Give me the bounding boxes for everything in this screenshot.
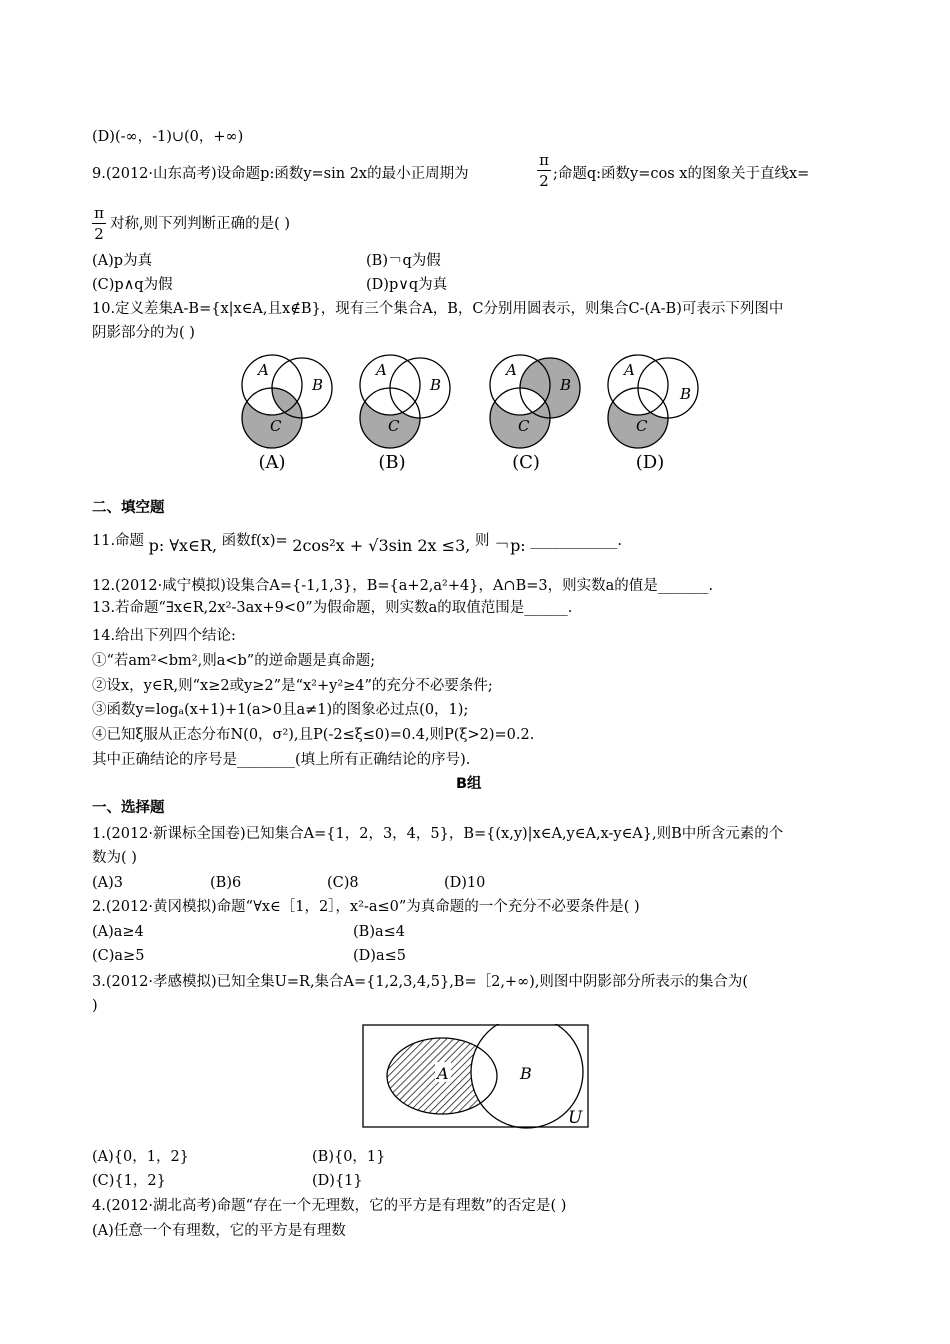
b3-option-d: (D){1}: [312, 1173, 363, 1189]
b4-option-a: (A)任意一个有理数，它的平方是有理数: [92, 1223, 346, 1239]
b1-line2: 数为( ): [92, 850, 137, 866]
b2-option-c: (C)a≥5: [92, 948, 145, 964]
q9-option-a: (A)p为真: [92, 253, 153, 269]
b1-option-b: (B)6: [210, 875, 242, 891]
q13-text: 13.若命题“∃x∈R,2x²-3ax+9<0”为假命题，则实数a的取值范围是______.: [92, 600, 573, 616]
q14-conclusion-1: ①“若am²<bm²,则a<b”的逆命题是真命题;: [92, 653, 376, 669]
b1-line1: 1.(2012·新课标全国卷)已知集合A={1，2，3，4，5}，B={(x,y)|x∈A,y∈A,x-y∈A},则B中所含元素的个: [92, 826, 784, 842]
q14-end: 其中正确结论的序号是________(填上所有正确结论的序号).: [92, 752, 471, 768]
venn-u-label-b: B: [520, 1064, 532, 1083]
venn-diagram-d: [608, 355, 698, 473]
venn-c-label-c: C: [518, 417, 530, 435]
q9-option-c: (C)p∧q为假: [92, 277, 173, 293]
b1-option-d: (D)10: [444, 875, 486, 891]
venn-diagram-b: [360, 355, 450, 473]
b3-option-a: (A){0，1，2}: [92, 1149, 189, 1165]
b2-line1: 2.(2012·黄冈模拟)命题“∀x∈［1，2］，x²-a≤0”为真命题的一个充分不必要条件是( ): [92, 899, 640, 915]
venn-c-label-a: A: [506, 361, 517, 379]
q9-frac2-den: 2: [94, 225, 104, 243]
venn-universal-set-figure: [362, 1024, 592, 1130]
venn-d-label-b: B: [680, 385, 692, 403]
venn-d-label-a: A: [624, 361, 635, 379]
b3-line2: ): [92, 998, 98, 1014]
q11-blank: ____________.: [530, 533, 622, 549]
venn-a-label-c: C: [270, 417, 282, 435]
q9-frac-num: π: [539, 151, 549, 169]
venn-u-label-u: U: [568, 1108, 583, 1128]
b2-option-b: (B)a≤4: [353, 924, 405, 940]
q9-option-d: (D)p∨q为真: [366, 277, 448, 293]
venn-c-label-b: B: [560, 376, 572, 394]
b1-option-c: (C)8: [327, 875, 359, 891]
q10-line1: 10.定义差集A-B={x|x∈A,且x∉B}，现有三个集合A，B，C分别用圆表示，则集合C-(A-B)可表示下列图中: [92, 301, 784, 317]
venn-u-label-a: A: [437, 1064, 449, 1083]
q11-func: 函数f(x)=: [221, 533, 288, 549]
venn-a-label-a: A: [258, 361, 269, 379]
q9-frac-den: 2: [539, 172, 549, 190]
b3-option-c: (C){1，2}: [92, 1173, 166, 1189]
q11-negp: ￢p:: [494, 536, 526, 555]
venn-a-label-b: B: [312, 376, 324, 394]
q9-fraction-pi-over-2: [537, 151, 551, 190]
b2-option-a: (A)a≥4: [92, 924, 144, 940]
q14-conclusion-3: ③函数y=logₐ(x+1)+1(a>0且a≠1)的图象必过点(0，1);: [92, 702, 469, 718]
section-fill-in-title: 二、填空题: [92, 500, 165, 516]
q14-conclusion-4: ④已知ξ服从正态分布N(0，σ²),且P(-2≤ξ≤0)=0.4,则P(ξ>2)=0.2.: [92, 727, 535, 743]
venn-d-label-c: C: [636, 417, 648, 435]
venn-b-label-c: C: [388, 417, 400, 435]
q9-line1-b: ;命题q:函数y=cos x的图象关于直线x=: [553, 166, 810, 182]
q11-expr: 2cos²x + √3sin 2x ≤3,: [292, 536, 471, 555]
venn-diagram-a: [242, 355, 332, 473]
b1-option-a: (A)3: [92, 875, 124, 891]
q11-then: 则: [474, 533, 490, 549]
q12-text: 12.(2012·咸宁模拟)设集合A={-1,1,3}，B={a+2,a²+4}，A∩B=3，则实数a的值是_______.: [92, 578, 714, 594]
venn-a-caption: (A): [258, 452, 286, 473]
q11-prefix: 11.命题: [92, 533, 145, 549]
q11-line: [92, 530, 622, 555]
q9-line1-a: 9.(2012·山东高考)设命题p:函数y=sin 2x的最小正周期为: [92, 166, 469, 182]
venn-diagram-c: [490, 355, 580, 473]
q9-line2: 对称,则下列判断正确的是( ): [110, 216, 291, 232]
b3-option-b: (B){0，1}: [312, 1149, 386, 1165]
venn-b-caption: (B): [378, 452, 406, 473]
q11-p-forall: p: ∀x∈R,: [148, 536, 218, 555]
q14-intro: 14.给出下列四个结论:: [92, 628, 236, 644]
q9-frac2-num: π: [94, 204, 104, 222]
venn-b-label-b: B: [430, 376, 442, 394]
venn-d-caption: (D): [635, 452, 665, 473]
b4-line1: 4.(2012·湖北高考)命题“存在一个无理数，它的平方是有理数”的否定是( ): [92, 1198, 567, 1214]
q9-fraction-pi-over-2-b: [92, 204, 106, 243]
b3-line1: 3.(2012·孝感模拟)已知全集U=R,集合A={1,2,3,4,5},B=［2,+∞),则图中阴影部分所表示的集合为(: [92, 974, 749, 990]
group-b-title: B组: [456, 776, 482, 792]
venn-c-caption: (C): [512, 452, 540, 473]
q10-line2: 阴影部分的为( ): [92, 325, 195, 341]
venn-b-label-a: A: [376, 361, 387, 379]
q14-conclusion-2: ②设x，y∈R,则“x≥2或y≥2”是“x²+y²≥4”的充分不必要条件;: [92, 678, 493, 694]
b2-option-d: (D)a≤5: [353, 948, 406, 964]
q8-option-d: (D)(-∞，-1)∪(0，+∞): [92, 129, 244, 145]
section-choice-title: 一、选择题: [92, 800, 165, 816]
venn-diagrams-figure: [230, 345, 720, 480]
q9-option-b: (B)￢q为假: [366, 253, 441, 269]
